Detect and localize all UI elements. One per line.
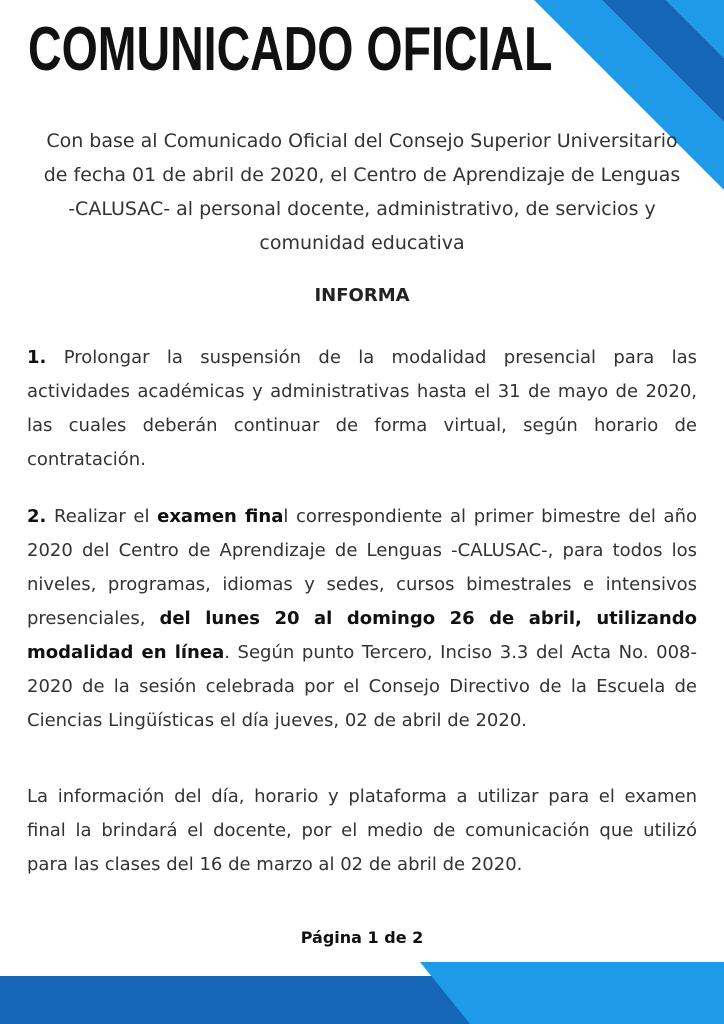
bottom-band-decoration — [0, 962, 724, 1024]
item-2-bold-a: examen fina — [157, 506, 284, 527]
item-2-text-a: Realizar el — [46, 506, 158, 527]
item-1-paragraph — [27, 341, 697, 477]
section-heading: INFORMA — [314, 285, 410, 306]
intro-paragraph: Con base al Comunicado Oficial del Consejo Superior Universitario de fecha 01 de abril de 2020, el Centro de Aprendizaje de Lenguas -CALUSAC- al personal docente, administrativo, de servicios y comunidad educativa — [43, 130, 681, 254]
page-title: COMUNICADO OFICIAL — [28, 15, 553, 84]
bottom-band-light — [420, 962, 724, 1024]
item-2-number: 2. — [27, 506, 47, 527]
item-2-text-b: l correspondiente al primer bimestre del año 2020 del Centro de Aprendizaje de Lenguas -CALUSAC-, para todos los niveles, programas, idiomas y sedes, cursos bimestrales e intensivos presenciales, — [27, 506, 697, 629]
item-1-number: 1. — [27, 347, 47, 368]
item-2-paragraph — [27, 500, 697, 738]
closing-paragraph: La información del día, horario y plataforma a utilizar para el examen final la brindará el docente, por el medio de comunicación que utilizó para las clases del 16 de marzo al 02 de abril de 2020. — [27, 786, 697, 875]
item-2-bold-b: del lunes 20 al domingo 26 de abril, utilizando modalidad en línea — [27, 608, 697, 663]
item-2-text-c: . Según punto Tercero, Inciso 3.3 del Acta No. 008-2020 de la sesión celebrada por el Consejo Directivo de la Escuela de Ciencias Lingüísticas el día jueves, 02 de abril de 2020. — [27, 642, 697, 731]
page-number: Página 1 de 2 — [300, 928, 424, 947]
item-1-text: Prolongar la suspensión de la modalidad presencial para las actividades académicas y administrativas hasta el 31 de mayo de 2020, las cuales deberán continuar de forma virtual, según horario de contratación. — [27, 347, 697, 470]
